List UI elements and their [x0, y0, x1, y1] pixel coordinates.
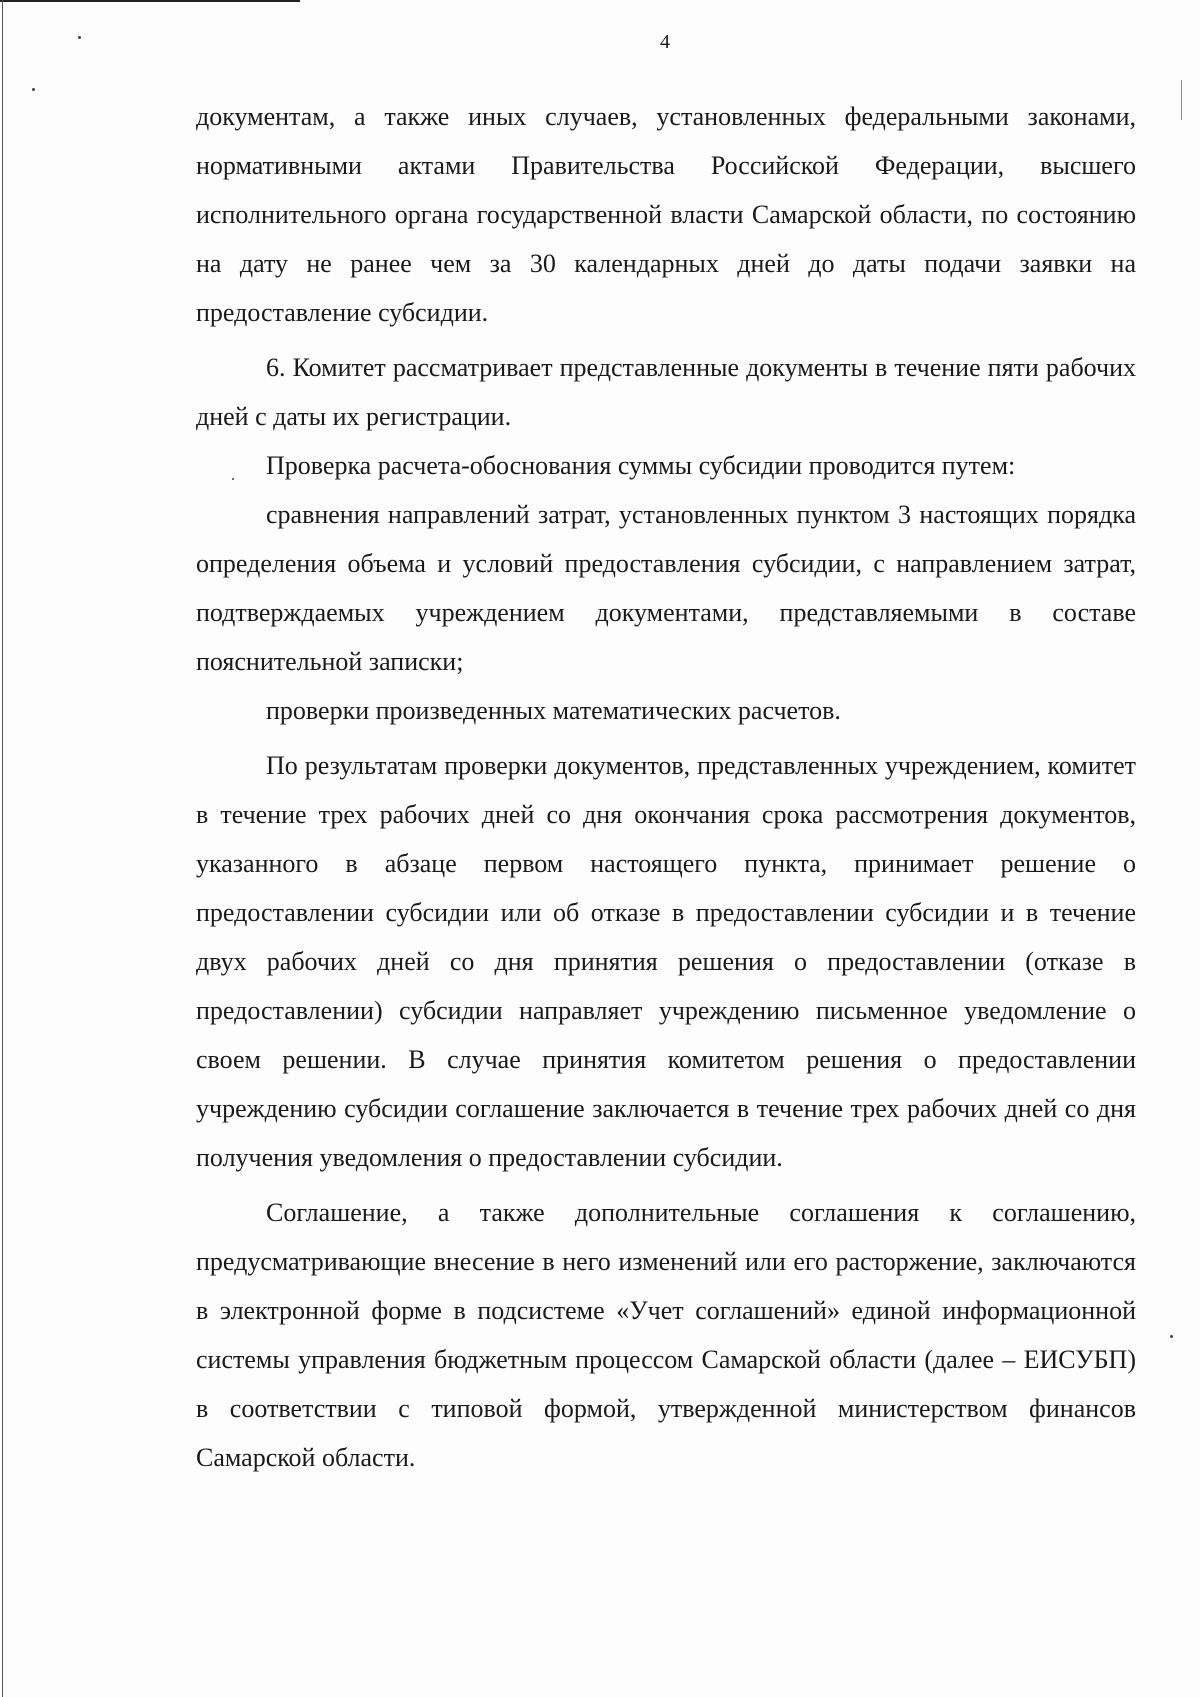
paragraph: Проверка расчета-обоснования суммы субсидии проводится путем: — [266, 451, 1016, 480]
page-number: 4 — [660, 31, 670, 53]
scan-edge — [0, 0, 300, 2]
paragraph: сравнения направлений затрат, установленных пунктом 3 настоящих порядка определения объема и условий предоставления субсидии, с направлением затрат, подтверждаемых учреждением документами, представляемыми в составе пояснительной записки; — [196, 500, 1136, 676]
scan-speck — [1170, 1335, 1173, 1338]
paragraph: По результатам проверки документов, представленных учреждением, комитет в течение трех рабочих дней со дня окончания срока рассмотрения документов, указанного в абзаце первом настоящего пункта, принимает решение о предоставлении субсидии или об отказе в предоставлении субсидии и в течение двух рабочих дней со дня принятия решения о предоставлении (отказе в предоставлении) субсидии направляет учреждению письменное уведомление о своем решении. В случае принятия комитетом решения о предоставлении учреждению субсидии соглашение заключается в течение трех рабочих дней со дня получения уведомления о предоставлении субсидии. — [196, 751, 1136, 1172]
scan-edge — [2, 0, 3, 1697]
paragraph: проверки произведенных математических расчетов. — [266, 696, 841, 725]
paragraph: документам, а также иных случаев, установленных федеральными законами, нормативными актами Правительства Российской Федерации, высшего исполнительного органа государственной власти Самарской области, по состоянию на дату не ранее чем за 30 календарных дней до даты подачи заявки на предоставление субсидии. — [196, 102, 1136, 327]
scan-edge — [1181, 80, 1182, 120]
document-body — [196, 92, 1136, 1482]
paragraph: Соглашение, а также дополнительные соглашения к соглашению, предусматривающие внесение в него изменений или его расторжение, заключаются в электронной форме в подсистеме «Учет соглашений» единой информационной системы управления бюджетным процессом Самарской области (далее – ЕИСУБП) в соответствии с типовой формой, утвержденной министерством финансов Самарской области. — [196, 1198, 1136, 1472]
scan-speck — [32, 88, 35, 91]
paragraph: 6. Комитет рассматривает представленные документы в течение пяти рабочих дней с даты их регистрации. — [196, 353, 1136, 431]
